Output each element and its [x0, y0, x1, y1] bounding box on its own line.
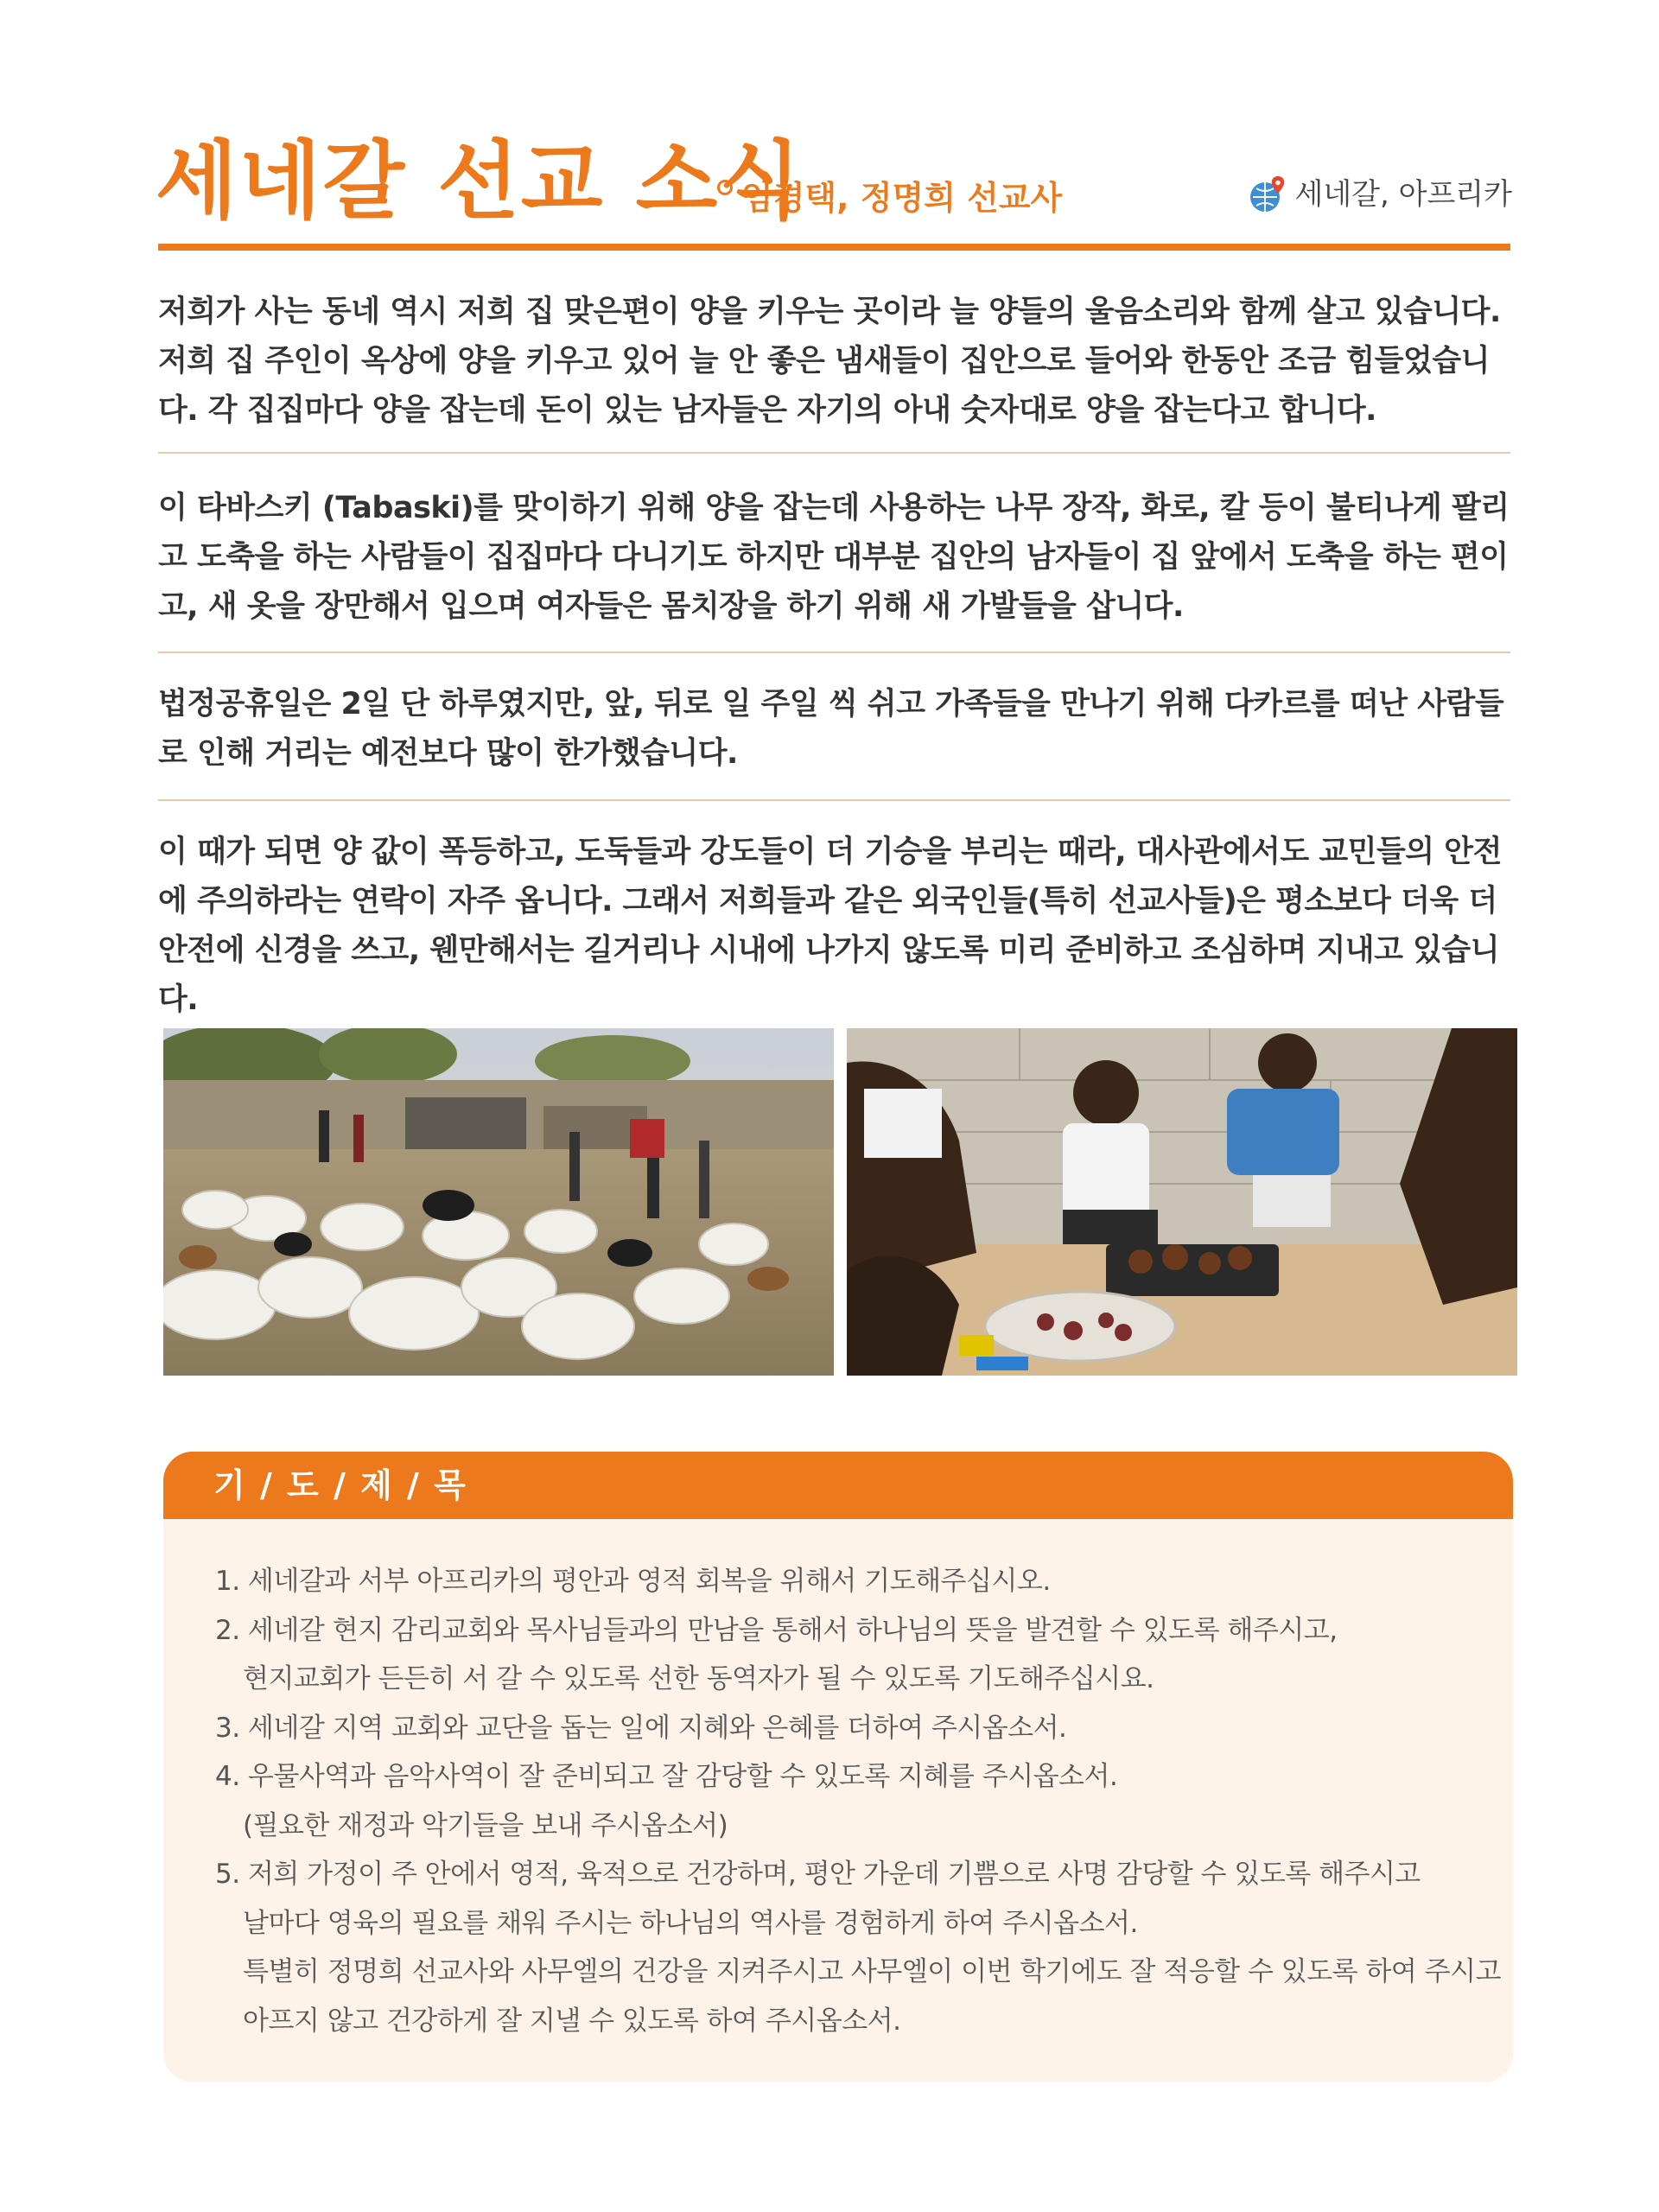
family-grilling-photo — [847, 1028, 1517, 1376]
prayer-item-continuation: 날마다 영육의 필요를 채워 주시는 하나님의 역사를 경험하게 하여 주시옵소서. — [243, 1907, 1138, 1939]
article-title: 세네갈 선교 소식 — [156, 132, 803, 231]
ring-bullet-icon — [717, 180, 733, 195]
prayer-item-continuation: 아프지 않고 건강하게 잘 지낼 수 있도록 하여 주시옵소서. — [243, 2005, 901, 2037]
prayer-list — [215, 1557, 1502, 2045]
prayer-heading: 기 / 도 / 제 / 목 — [163, 1452, 1513, 1519]
paragraph-divider — [158, 799, 1510, 801]
prayer-item-continuation: (필요한 재정과 악기들을 보내 주시옵소서) — [243, 1809, 728, 1841]
paragraph-3: 법정공휴일은 2일 단 하루였지만, 앞, 뒤로 일 주일 씩 쉬고 가족들을 만나기 위해 다카르를 떠난 사람들로 인해 거리는 예전보다 많이 한가했습니다. — [158, 687, 1504, 771]
paragraph-4: 이 때가 되면 양 값이 폭등하고, 도둑들과 강도들이 더 기승을 부리는 때라, 대사관에서도 교민들의 안전에 주의하라는 연락이 자주 옵니다. 그래서 저희들과 같은 외국인들(특히 선교사들)은 평소보다 더욱 더 안전에 신경을 쓰고, 웬만해서는 길거리나 시내에 나가지 않도록 미리 준비하고 조심하며 지내고 있습니다. — [158, 835, 1502, 1017]
paragraph-divider — [158, 652, 1510, 653]
prayer-item: 1. 세네갈과 서부 아프리카의 평안과 영적 회복을 위해서 기도해주십시오. — [215, 1566, 1051, 1597]
author-names: 임경택, 정명희 선교사 — [741, 179, 1063, 217]
paragraph-2: 이 타바스키 (Tabaski)를 맞이하기 위해 양을 잡는데 사용하는 나무 장작, 화로, 칼 등이 불티나게 팔리고 도축을 하는 사람들이 집집마다 다니기도 하지만 대부분 집안의 남자들이 집 앞에서 도축을 하는 편이고, 새 옷을 장만해서 입으며 여자들은 몸치장을 하기 위해 새 가발들을 삽니다. — [158, 491, 1510, 624]
globe-pin-icon — [1248, 175, 1287, 214]
paragraph-1: 저희가 사는 동네 역시 저희 집 맞은편이 양을 키우는 곳이라 늘 양들의 울음소리와 함께 살고 있습니다. 저희 집 주인이 옥상에 양을 키우고 있어 늘 안 좋은 냄새들이 집안으로 들어와 한동안 조금 힘들었습니다. 각 집집마다 양을 잡는데 돈이 있는 남자들은 자기의 아내 숫자대로 양을 잡는다고 합니다. — [158, 295, 1501, 428]
paragraph-divider — [158, 452, 1510, 454]
title-underline — [158, 244, 1510, 251]
location-text: 세네갈, 아프리카 — [1294, 177, 1512, 212]
prayer-item: 4. 우물사역과 음악사역이 잘 준비되고 잘 감당할 수 있도록 지혜를 주시옵소서. — [215, 1761, 1118, 1792]
prayer-item-continuation: 특별히 정명희 선교사와 사무엘의 건강을 지켜주시고 사무엘이 이번 학기에도 잘 적응할 수 있도록 하여 주시고 — [243, 1956, 1502, 1987]
prayer-item: 2. 세네갈 현지 감리교회와 목사님들과의 만남을 통해서 하나님의 뜻을 발견할 수 있도록 해주시고, — [215, 1614, 1338, 1646]
author-byline — [717, 176, 1062, 219]
location-label — [1248, 173, 1512, 216]
prayer-item-continuation: 현지교회가 든든히 서 갈 수 있도록 선한 동역자가 될 수 있도록 기도해주십시요. — [243, 1663, 1154, 1694]
sheep-market-photo — [163, 1028, 834, 1376]
prayer-requests-box — [163, 1452, 1513, 2082]
prayer-item: 5. 저희 가정이 주 안에서 영적, 육적으로 건강하며, 평안 가운데 기쁨으로 사명 감당할 수 있도록 해주시고 — [215, 1859, 1421, 1890]
prayer-item: 3. 세네갈 지역 교회와 교단을 돕는 일에 지혜와 은혜를 더하여 주시옵소서. — [215, 1712, 1067, 1744]
article-header — [156, 130, 1512, 259]
